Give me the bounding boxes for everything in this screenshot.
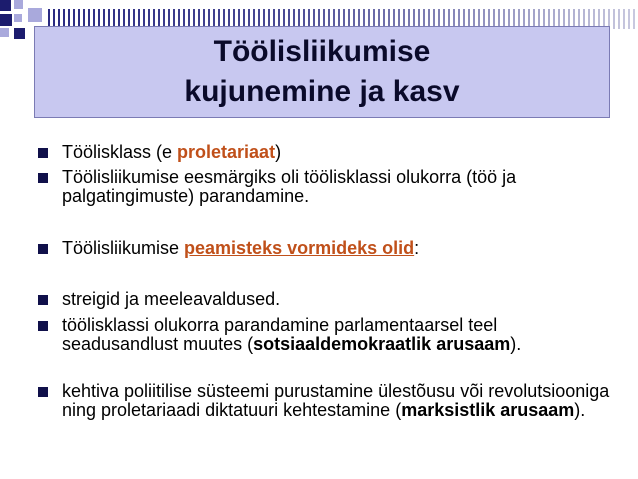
list-item: [38, 316, 618, 354]
slide-title-line-1: Töölisliikumise: [213, 35, 431, 68]
list-item-text: Töölisliikumise peamisteks vormideks olid:: [62, 238, 420, 258]
highlight-link-term: peamisteks vormideks olid: [184, 238, 415, 258]
list-item-text: Töölisklass (e proletariaat): [62, 142, 282, 162]
decor-square: [0, 14, 12, 26]
square-bullet-icon: [38, 321, 48, 331]
list-item-text: kehtiva poliitilise süsteemi purustamine ülestõusu või revolutsiooniga ning proletariaadi diktatuuri kehtestamine (marksistlik arusaam).: [62, 381, 610, 420]
slide-title-line-2: kujunemine ja kasv: [184, 75, 460, 108]
highlight-term: proletariaat: [177, 142, 276, 162]
list-item-text: Töölisliikumise eesmärgiks oli töölisklassi olukorra (töö ja palgatingimuste) parandamine.: [62, 167, 517, 206]
list-item: [38, 239, 618, 258]
decor-square: [28, 8, 42, 22]
bold-term: marksistlik arusaam: [401, 400, 575, 420]
list-item-text: töölisklassi olukorra parandamine parlamentaarsel teel seadusandlust muutes (sotsiaaldemokraatlik arusaam).: [62, 315, 522, 354]
square-bullet-icon: [38, 148, 48, 158]
decor-square: [0, 28, 9, 37]
list-item: [38, 168, 618, 206]
list-item-text: streigid ja meeleavaldused.: [62, 289, 281, 309]
square-bullet-icon: [38, 244, 48, 254]
list-item: [38, 382, 618, 420]
list-item: [38, 143, 618, 162]
bold-term: sotsiaaldemokraatlik arusaam: [253, 334, 511, 354]
square-bullet-icon: [38, 173, 48, 183]
square-bullet-icon: [38, 387, 48, 397]
decor-square: [14, 0, 23, 9]
list-item: [38, 290, 618, 309]
square-bullet-icon: [38, 295, 48, 305]
decor-square: [0, 0, 11, 11]
decor-square: [14, 14, 22, 22]
decor-square: [14, 28, 25, 39]
slide-title: [34, 26, 610, 118]
